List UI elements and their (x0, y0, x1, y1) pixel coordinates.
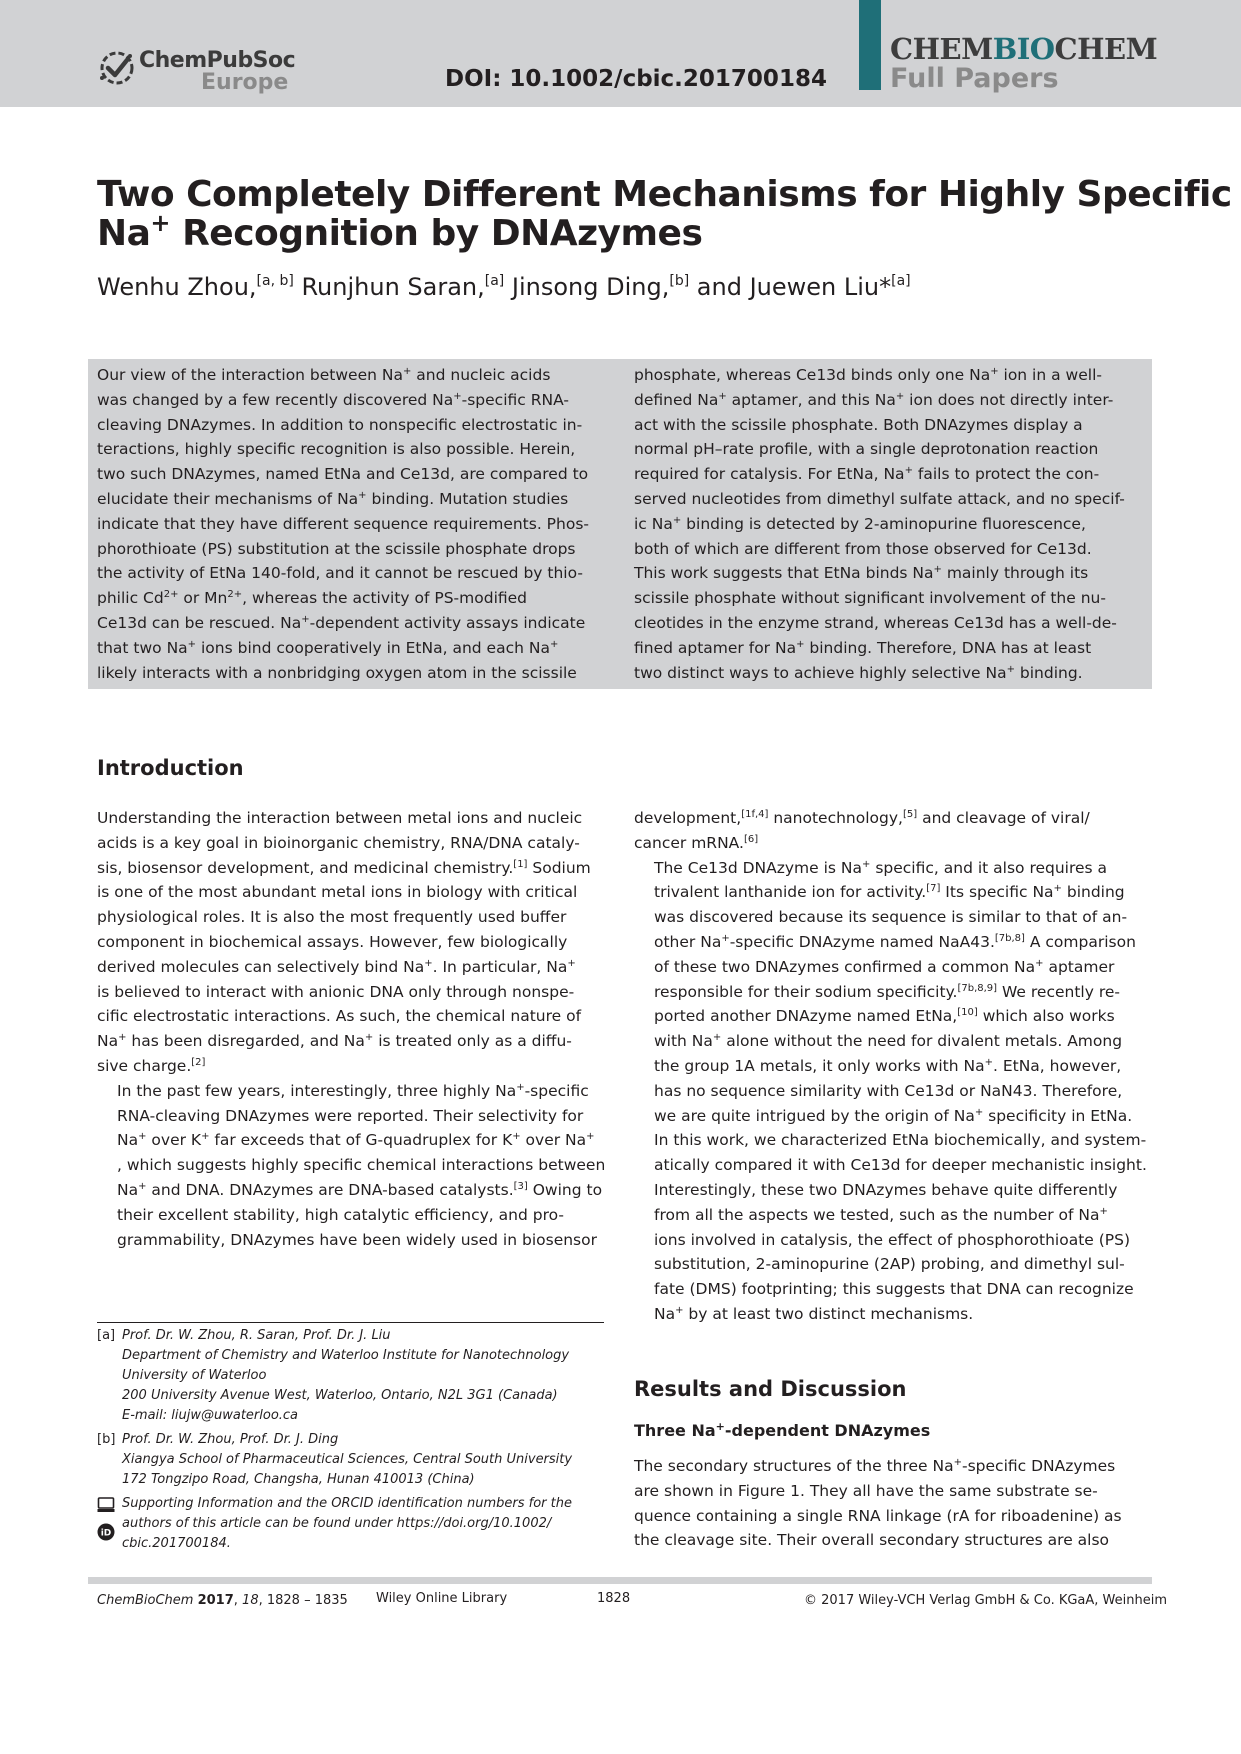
text-line: ic Na+ binding is detected by 2-aminopurine fluorescence, (634, 514, 1086, 533)
doi[interactable]: DOI: 10.1002/cbic.201700184 (445, 66, 827, 92)
text-line: In the past few years, interestingly, three highly Na+-specific (117, 1081, 589, 1100)
text-line: cbic.201700184. (122, 1536, 231, 1551)
text-line: trivalent lanthanide ion for activity.[7] Its specific Na+ binding (654, 883, 1125, 902)
text-line: acids is a key goal in bioinorganic chemistry, RNA/DNA cataly- (97, 833, 580, 852)
text-line: Interestingly, these two DNAzymes behave quite differently (654, 1180, 1118, 1199)
text-line: Department of Chemistry and Waterloo Institute for Nanotechnology (122, 1348, 570, 1363)
text-line: defined Na+ aptamer, and this Na+ ion does not directly inter- (634, 390, 1114, 409)
journal-name-part-2: BIO (992, 32, 1055, 66)
text-line: Prof. Dr. W. Zhou, Prof. Dr. J. Ding (122, 1432, 339, 1447)
text-line: required for catalysis. For EtNa, Na+ fails to protect the con- (634, 465, 1100, 484)
text-line: from all the aspects we tested, such as the number of Na+ (654, 1205, 1108, 1224)
computer-icon (97, 1496, 115, 1514)
article-title (97, 174, 1232, 254)
text-line: cancer mRNA.[6] (634, 833, 759, 852)
text-line: physiological roles. It is also the most frequently used buffer (97, 908, 567, 927)
wiley-online-library-link[interactable]: Wiley Online Library (376, 1591, 508, 1606)
affiliation-footnotes (97, 1326, 604, 1558)
text-line: Our view of the interaction between Na+ and nucleic acids (97, 366, 551, 384)
chempubsoc-logo-icon (97, 48, 137, 88)
footnote-text (122, 1430, 604, 1490)
text-line: component in biochemical assays. However, few biologically (97, 932, 568, 951)
text-line: the cleavage site. Their overall secondary structures are also (634, 1531, 1110, 1550)
title-line: Na+ Recognition by DNAzymes (97, 209, 703, 254)
footnote-label: [b] (97, 1432, 116, 1447)
text-line: sis, biosensor development, and medicinal chemistry.[1] Sodium (97, 858, 591, 877)
text-line: Xiangya School of Pharmaceutical Sciences, Central South University (122, 1452, 573, 1467)
text-line: 200 University Avenue West, Waterloo, Ontario, N2L 3G1 (Canada) (122, 1388, 558, 1403)
footnote-b (97, 1430, 604, 1490)
page-number: 1828 (597, 1591, 631, 1606)
results-heading: Results and Discussion (634, 1377, 907, 1401)
text-line: cleotides in the enzyme strand, whereas Ce13d has a well-de- (634, 613, 1117, 632)
text-line: cleaving DNAzymes. In addition to nonspecific electrostatic in- (97, 415, 583, 434)
body-paragraph (634, 856, 1147, 1327)
text-line: substitution, 2-aminopurine (2AP) probing, and dimethyl sul- (654, 1255, 1125, 1274)
text-line: two distinct ways to achieve highly selective Na+ binding. (634, 663, 1083, 682)
text-line: are shown in Figure 1. They all have the same substrate se- (634, 1481, 1098, 1500)
author-list: Wenhu Zhou,[a, b] Runjhun Saran,[a] Jinsong Ding,[b] and Juewen Liu*[a] (97, 273, 911, 301)
text-line: indicate that they have different sequence requirements. Phos- (97, 514, 590, 533)
footer-citation: ChemBioChem 2017, 18, 1828 – 1835 (97, 1593, 348, 1608)
text-line: The secondary structures of the three Na+-specific DNAzymes (634, 1457, 1116, 1475)
footnote-rule (97, 1322, 604, 1323)
text-line: was discovered because its sequence is similar to that of an- (654, 908, 1128, 927)
text-line: This work suggests that EtNa binds Na+ mainly through its (634, 564, 1089, 583)
introduction-heading: Introduction (97, 756, 244, 780)
body-paragraph (634, 806, 1142, 856)
text-line: the group 1A metals, it only works with Na+. EtNa, however, (654, 1056, 1122, 1075)
introduction-right-column (634, 806, 1147, 1327)
text-line: scissile phosphate without significant involvement of the nu- (634, 589, 1106, 608)
text-line: phorothioate (PS) substitution at the scissile phosphate drops (97, 539, 576, 558)
orcid-icon[interactable] (97, 1523, 115, 1541)
text-line: In this work, we characterized EtNa biochemically, and system- (654, 1131, 1147, 1150)
text-line: Na+ has been disregarded, and Na+ is treated only as a diffu- (97, 1032, 572, 1051)
text-line: philic $Cd^{2+}$ or $Mn^{2+}$, whereas the activity of PS-modified (97, 589, 528, 608)
body-paragraph (634, 1454, 1142, 1553)
footnote-label: [a] (97, 1328, 116, 1343)
text-line: was changed by a few recently discovered Na+-specific RNA- (97, 390, 569, 409)
text-line: atically compared it with Ce13d for deeper mechanistic insight. (654, 1156, 1147, 1175)
abstract-right-column (634, 363, 1142, 685)
body-paragraph (97, 806, 604, 1079)
footer-rule (88, 1577, 1152, 1584)
text-line: ions involved in catalysis, the effect of phosphorothioate (PS) (654, 1230, 1131, 1249)
supporting-info-text[interactable] (122, 1494, 604, 1554)
text-line: Na+ and DNA. DNAzymes are DNA-based catalysts.[3] Owing to (117, 1180, 603, 1199)
text-line: RNA-cleaving DNAzymes were reported. Their selectivity for (117, 1106, 584, 1125)
logo-text-top: ChemPubSoc (139, 48, 296, 73)
text-line: with Na+ alone without the need for divalent metals. Among (654, 1032, 1123, 1051)
abstract-paragraph (634, 363, 1142, 685)
text-line: Understanding the interaction between metal ions and nucleic (97, 809, 583, 827)
text-line: fined aptamer for Na+ binding. Therefore, DNA has at least (634, 638, 1092, 657)
text-line: teractions, highly specific recognition is also possible. Herein, (97, 440, 576, 459)
text-line: elucidate their mechanisms of Na+ binding. Mutation studies (97, 489, 569, 508)
abstract-paragraph (97, 363, 604, 685)
text-line: The Ce13d DNAzyme is Na+ specific, and it also requires a (654, 858, 1108, 877)
introduction-left-column (97, 806, 604, 1252)
title-line: Two Completely Different Mechanisms for Highly Specific (97, 174, 1232, 215)
text-line: sive charge.[2] (97, 1056, 206, 1075)
journal-name-part-3: CHEM (1054, 32, 1158, 66)
footnote-supporting-info (97, 1494, 604, 1554)
footnote-a (97, 1326, 604, 1426)
text-line: Prof. Dr. W. Zhou, R. Saran, Prof. Dr. J. Liu (122, 1328, 391, 1343)
journal-name (890, 32, 1157, 66)
publisher-logo[interactable] (97, 46, 296, 96)
text-line: authors of this article can be found under https://doi.org/10.1002/ (122, 1516, 552, 1531)
text-line: of these two DNAzymes confirmed a common Na+ aptamer (654, 957, 1115, 976)
text-line: responsible for their sodium specificity.[7b,8,9] We recently re- (654, 982, 1120, 1001)
body-paragraph (97, 1079, 604, 1253)
text-line: is one of the most abundant metal ions in biology with critical (97, 883, 578, 902)
text-line: has no sequence similarity with Ce13d or NaN43. Therefore, (654, 1081, 1123, 1100)
text-line: phosphate, whereas Ce13d binds only one Na+ ion in a well- (634, 366, 1102, 384)
text-line: fate (DMS) footprinting; this suggests that DNA can recognize (654, 1280, 1134, 1299)
journal-name-part-1: CHEM (890, 32, 993, 66)
text-line: the activity of EtNa 140-fold, and it cannot be rescued by thio- (97, 564, 583, 583)
text-line: Supporting Information and the ORCID identification numbers for the (122, 1496, 572, 1511)
abstract-left-column (97, 363, 604, 685)
footnote-text (122, 1326, 604, 1426)
text-line: likely interacts with a nonbridging oxygen atom in the scissile (97, 663, 577, 682)
text-line: derived molecules can selectively bind Na+. In particular, Na+ (97, 957, 576, 976)
text-line: Na+ by at least two distinct mechanisms. (654, 1304, 974, 1323)
text-line: normal pH–rate profile, with a single deprotonation reaction (634, 440, 1099, 459)
copyright: © 2017 Wiley-VCH Verlag GmbH & Co. KGaA, Weinheim (804, 1593, 1168, 1608)
fn-icons (97, 1496, 115, 1548)
text-line: , which suggests highly specific chemical interactions between (117, 1156, 606, 1175)
text-line: that two Na+ ions bind cooperatively in EtNa, and each Na+ (97, 638, 559, 657)
article-type: Full Papers (890, 63, 1059, 94)
text-line: grammability, DNAzymes have been widely used in biosensor (117, 1230, 597, 1249)
logo-text-bottom: Europe (201, 70, 289, 95)
text-line: Na+ over K+ far exceeds that of G-quadruplex for K+ over Na+ (117, 1131, 595, 1150)
results-column (634, 1454, 1142, 1553)
journal-accent-bar (859, 0, 881, 90)
text-line: we are quite intrigued by the origin of Na+ specificity in EtNa. (654, 1106, 1133, 1125)
text-line: cific electrostatic interactions. As such, the chemical nature of (97, 1007, 582, 1026)
text-line: quence containing a single RNA linkage (rA for riboadenine) as (634, 1506, 1122, 1525)
text-line: E-mail: liujw@uwaterloo.ca (122, 1408, 299, 1423)
text-line: ported another DNAzyme named EtNa,[10] which also works (654, 1007, 1115, 1026)
text-line: their excellent stability, high catalytic efficiency, and pro- (117, 1205, 564, 1224)
text-line: University of Waterloo (122, 1368, 267, 1383)
text-line: 172 Tongzipo Road, Changsha, Hunan 410013 (China) (122, 1472, 475, 1487)
text-line: other Na+-specific DNAzyme named NaA43.[7b,8] A comparison (654, 932, 1136, 951)
text-line: Ce13d can be rescued. Na+-dependent activity assays indicate (97, 613, 586, 632)
text-line: both of which are different from those observed for Ce13d. (634, 539, 1092, 558)
text-line: two such DNAzymes, named EtNa and Ce13d, are compared to (97, 465, 589, 484)
orcid-label: iD (100, 1528, 112, 1539)
text-line: act with the scissile phosphate. Both DNAzymes display a (634, 415, 1083, 434)
text-line: is believed to interact with anionic DNA only through nonspe- (97, 982, 575, 1001)
text-line: development,[1f,4] nanotechnology,[5] and cleavage of viral/ (634, 809, 1090, 827)
text-line: served nucleotides from dimethyl sulfate attack, and no specif- (634, 489, 1125, 508)
results-subheading: Three Na+-dependent DNAzymes (634, 1420, 931, 1440)
